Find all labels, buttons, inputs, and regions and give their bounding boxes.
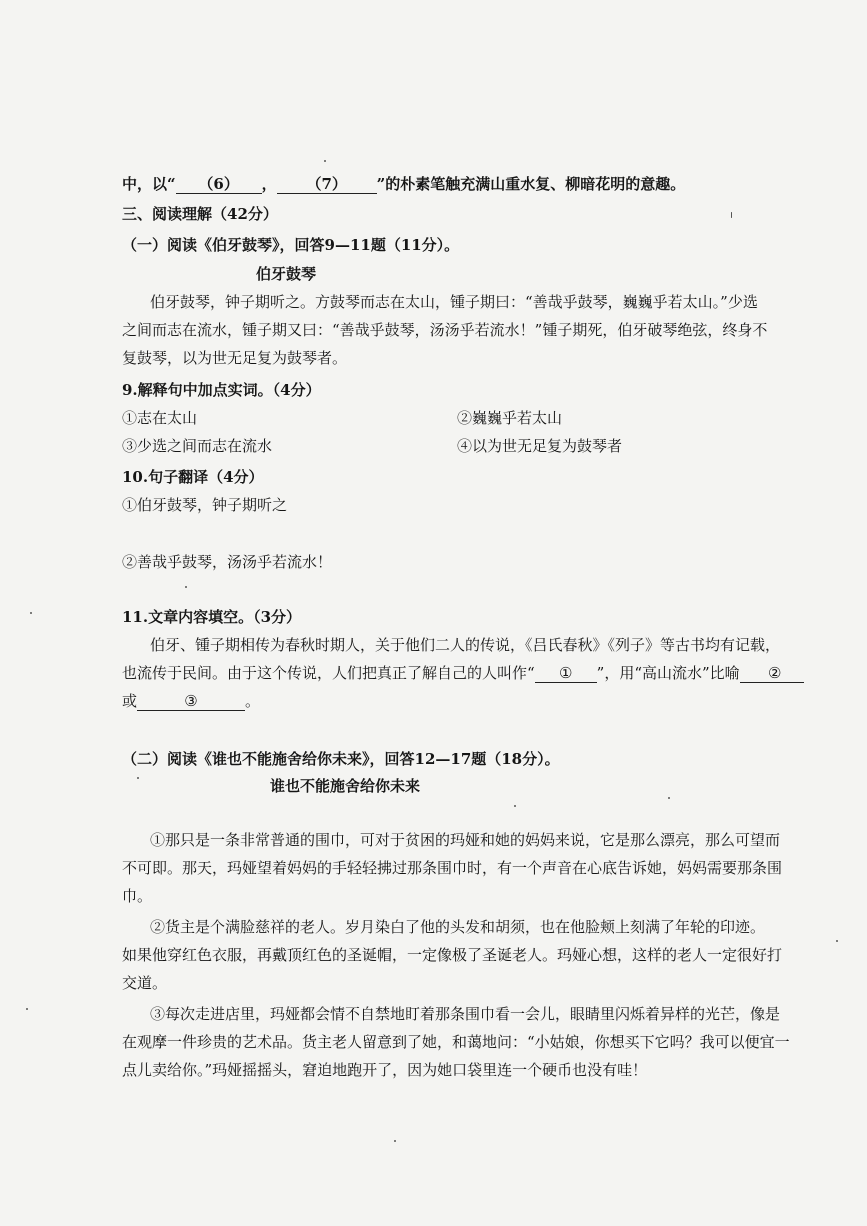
- top-line-suffix: ”的朴素笔触充满山重水复、柳暗花明的意趣。: [376, 175, 686, 193]
- part1-heading: （一）阅读《伯牙鼓琴》，回答9—11题（11分）。: [122, 236, 460, 254]
- q9-label: 9.解释句中加点实词。（4分）: [122, 381, 321, 399]
- part1-passage-line-1: 伯牙鼓琴，钟子期听之。方鼓琴而志在太山，锺子期曰：“善哉乎鼓琴，巍巍乎若太山。”少选: [150, 293, 758, 311]
- q11-line-2-mid: ”，用“高山流水”比喻: [596, 664, 740, 682]
- part2-para2-line-3: 交道。: [122, 974, 168, 992]
- top-line-prefix: 中，以“: [122, 175, 176, 193]
- q11-blank-2: ②: [740, 664, 804, 683]
- part2-para1-line-3: 巾。: [122, 887, 153, 905]
- part1-title: 伯牙鼓琴: [256, 265, 317, 283]
- part1-passage-line-3: 复鼓琴，以为世无足复为鼓琴者。: [122, 349, 348, 367]
- part2-para3-line-1: ③每次走进店里，玛娅都会情不自禁地盯着那条围巾看一会儿，眼睛里闪烁着异样的光芒，像是: [150, 1005, 781, 1023]
- part2-para1-line-2: 不可即。那天，玛娅望着妈妈的手轻轻拂过那条围巾时，有一个声音在心底告诉她，妈妈需要那条围: [122, 859, 783, 877]
- scan-speck: [731, 212, 732, 218]
- q9-item-2: ②巍巍乎若太山: [457, 409, 563, 427]
- blank-6: （6）: [176, 175, 262, 194]
- q11-line-3: [122, 690, 260, 712]
- scan-speck: [26, 1008, 28, 1010]
- q11-label: 11.文章内容填空。（3分）: [122, 608, 302, 626]
- q11-line-2: [122, 662, 804, 684]
- q9-item-4: ④以为世无足复为鼓琴者: [457, 437, 623, 455]
- q11-blank-1: ①: [535, 664, 597, 683]
- q11-line-2-prefix: 也流传于民间。由于这个传说，人们把真正了解自己的人叫作“: [122, 664, 535, 682]
- q10-item-2: ②善哉乎鼓琴，汤汤乎若流水！: [122, 553, 333, 571]
- q11-line-3-suffix: 。: [245, 692, 261, 710]
- q11-line-1: 伯牙、锺子期相传为春秋时期人，关于他们二人的传说，《吕氏春秋》《列子》等古书均有记载，: [150, 636, 781, 654]
- part2-para2-line-2: 如果他穿红色衣服，再戴顶红色的圣诞帽，一定像极了圣诞老人。玛娅心想，这样的老人一定很好打: [122, 946, 783, 964]
- part2-title: 谁也不能施舍给你未来: [270, 777, 421, 795]
- scan-speck: [137, 777, 139, 779]
- part2-para1-line-1: ①那只是一条非常普通的围巾，可对于贫困的玛娅和她的妈妈来说，它是那么漂亮，那么可望而: [150, 831, 781, 849]
- scan-speck: [668, 797, 670, 799]
- q9-item-1: ①志在太山: [122, 409, 198, 427]
- q10-label: 10.句子翻译（4分）: [122, 468, 264, 486]
- scan-speck: [394, 1140, 396, 1142]
- section-3-heading: 三、阅读理解（42分）: [122, 205, 278, 223]
- blank-7: （7）: [277, 175, 377, 194]
- scan-speck: [514, 805, 516, 807]
- q11-line-3-prefix: 或: [122, 692, 138, 710]
- scan-speck: [324, 160, 326, 162]
- scan-speck: [185, 586, 187, 588]
- scan-speck: [836, 940, 838, 942]
- scan-speck: [30, 612, 32, 614]
- part2-heading: （二）阅读《谁也不能施舍给你未来》，回答12—17题（18分）。: [122, 750, 560, 768]
- q9-item-3: ③少选之间而志在流水: [122, 437, 273, 455]
- part1-passage-line-2: 之间而志在流水，锺子期又曰：“善哉乎鼓琴，汤汤乎若流水！”锺子期死，伯牙破琴绝弦，终身不: [122, 321, 768, 339]
- part2-para2-line-1: ②货主是个满脸慈祥的老人。岁月染白了他的头发和胡须，也在他脸颊上刻满了年轮的印迹。: [150, 918, 766, 936]
- part2-para3-line-2: 在观摩一件珍贵的艺术品。货主老人留意到了她，和蔼地问：“小姑娘，你想买下它吗？我可以便宜一: [122, 1033, 790, 1051]
- q11-blank-3: ③: [137, 692, 245, 711]
- q10-item-1: ①伯牙鼓琴，钟子期听之: [122, 496, 288, 514]
- top-line-mid: ，: [261, 175, 277, 193]
- top-fill-line: [122, 173, 685, 195]
- part2-para3-line-3: 点儿卖给你。”玛娅摇摇头，窘迫地跑开了，因为她口袋里连一个硬币也没有哇！: [122, 1061, 648, 1079]
